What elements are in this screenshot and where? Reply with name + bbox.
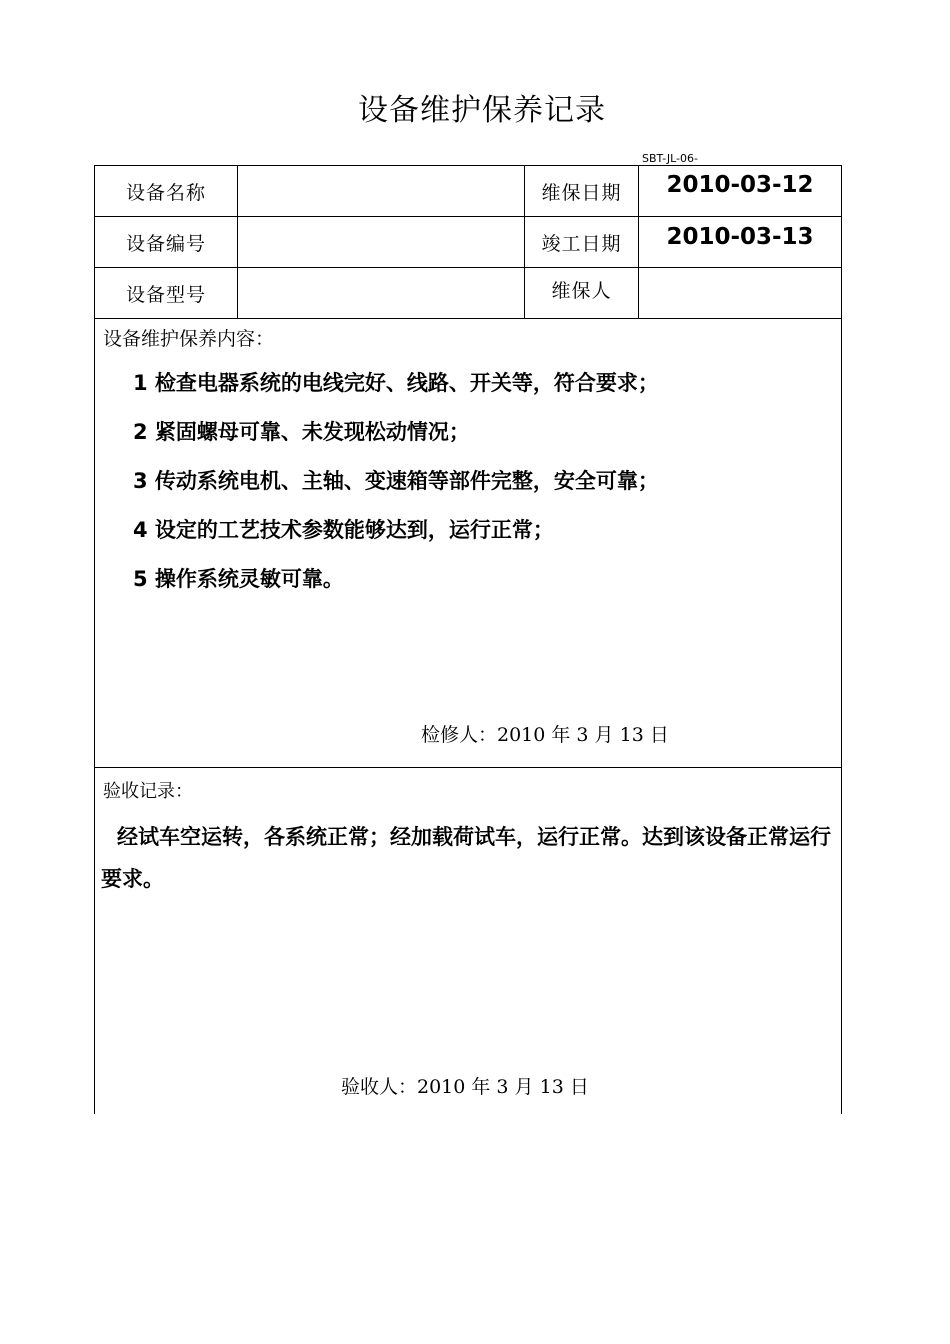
info-table: [94, 165, 842, 319]
document-title-block: [358, 92, 618, 129]
list-item: 1 检查电器系统的电线完好、线路、开关等，符合要求；: [133, 371, 659, 395]
maintenance-content-section: [94, 318, 842, 768]
table-row: [95, 217, 842, 268]
table-row: [95, 268, 842, 319]
device-number-label: 设备编号: [95, 217, 238, 268]
maintainer-value[interactable]: [639, 268, 842, 319]
document-code: SBT-JL-06-: [642, 152, 698, 165]
list-item: 3 传动系统电机、主轴、变速箱等部件完整，安全可靠；: [133, 469, 659, 493]
maintenance-content-heading: 设备维护保养内容：: [103, 328, 275, 350]
completion-date-value[interactable]: 2010-03-13: [639, 217, 842, 268]
acceptance-section: [94, 768, 842, 1114]
acceptance-heading: 验收记录：: [103, 781, 193, 802]
maintenance-items-list: [133, 368, 659, 613]
document-title: 设备维护保养记录: [358, 93, 606, 128]
maintainer-label: 维保人: [525, 268, 639, 319]
device-model-value[interactable]: [238, 268, 525, 319]
maintenance-date-label: 维保日期: [525, 166, 639, 217]
table-row: [95, 166, 842, 217]
maintenance-date-value[interactable]: 2010-03-12: [639, 166, 842, 217]
list-item: 2 紧固螺母可靠、未发现松动情况；: [133, 420, 470, 444]
acceptor-signature: 验收人：2010 年 3 月 13 日: [341, 1076, 589, 1098]
device-number-value[interactable]: [238, 217, 525, 268]
inspector-signature: 检修人：2010 年 3 月 13 日: [421, 724, 669, 746]
device-model-label: 设备型号: [95, 268, 238, 319]
completion-date-label: 竣工日期: [525, 217, 639, 268]
device-name-value[interactable]: [238, 166, 525, 217]
list-item: 5 操作系统灵敏可靠。: [133, 567, 344, 591]
device-name-label: 设备名称: [95, 166, 238, 217]
list-item: 4 设定的工艺技术参数能够达到，运行正常；: [133, 518, 554, 542]
acceptance-remark: 经试车空运转，各系统正常；经加载荷试车，运行正常。达到该设备正常运行要求。: [101, 825, 831, 891]
